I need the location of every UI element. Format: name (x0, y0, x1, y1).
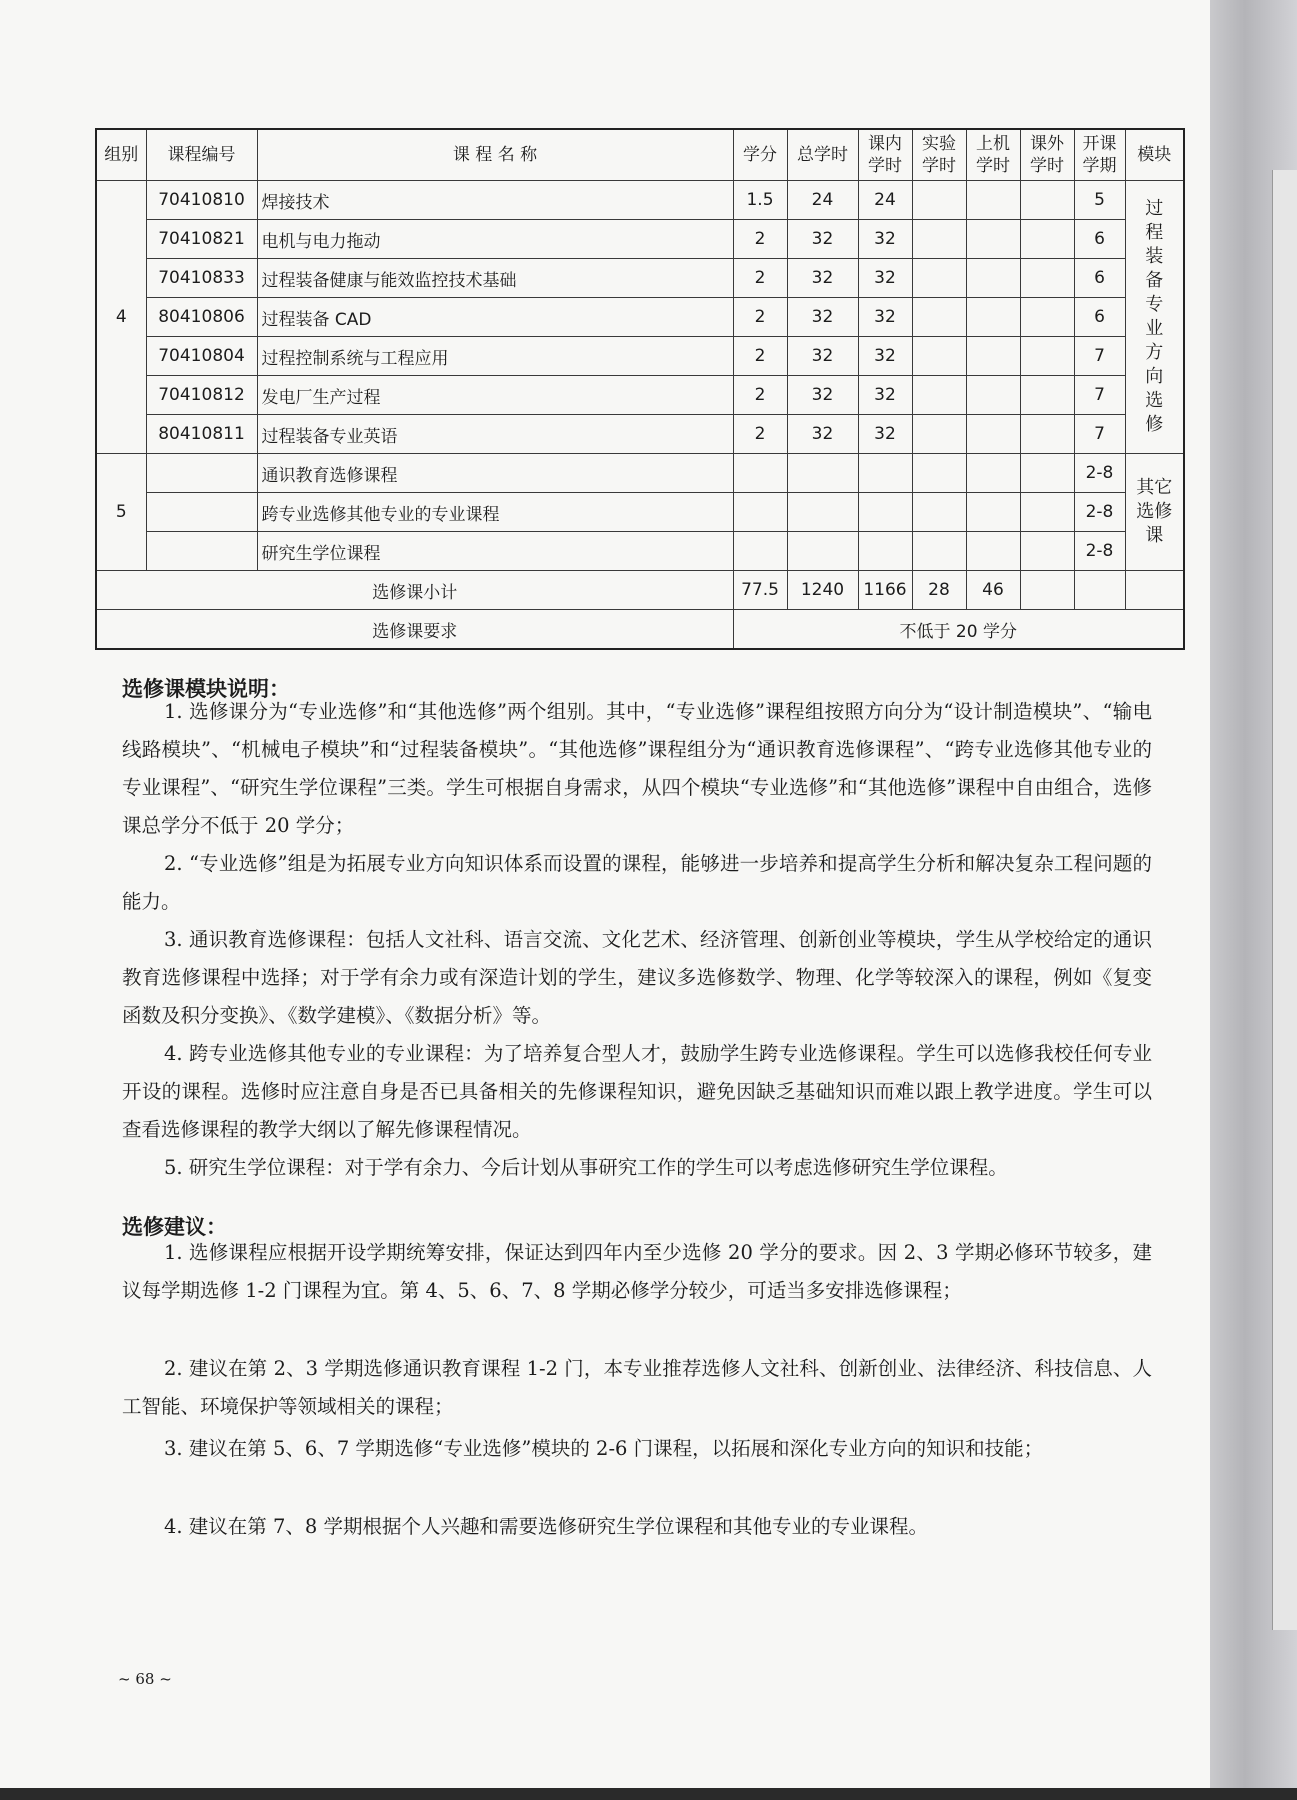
empty-cell (733, 532, 787, 571)
module-note-paragraph: 4. 跨专业选修其他专业的专业课程：为了培养复合型人才，鼓励学生跨专业选修课程。学生可以选修我校任何专业开设的课程。选修时应注意自身是否已具备相关的先修课程知识，避免因缺乏基础知识而难以跟上教学进度。学生可以查看选修课程的教学大纲以了解先修课程情况。 (122, 1042, 1152, 1141)
empty-cell (733, 454, 787, 493)
course-lab-hours (912, 337, 966, 376)
course-semester: 6 (1074, 298, 1125, 337)
table-row (96, 454, 1184, 493)
header-lab-hours: 实验学时 (912, 129, 966, 181)
course-code (146, 493, 257, 532)
course-credit: 2 (733, 298, 787, 337)
module-note-paragraph: 5. 研究生学位课程：对于学有余力、今后计划从事研究工作的学生可以考虑选修研究生学位课程。 (164, 1156, 1008, 1179)
empty-cell (787, 454, 858, 493)
course-extra-hours (1020, 220, 1074, 259)
course-total-hours: 32 (787, 220, 858, 259)
subtotal-computer-hours: 46 (966, 571, 1020, 610)
scan-bottom-edge (0, 1788, 1297, 1800)
requirement-label: 选修课要求 (96, 610, 733, 650)
table-row (96, 337, 1184, 376)
empty-cell (966, 454, 1020, 493)
course-code: 70410833 (146, 259, 257, 298)
module-text: 过程装备专业方向选修 (1145, 198, 1164, 435)
course-name: 过程装备健康与能效监控技术基础 (257, 259, 733, 298)
course-lab-hours (912, 298, 966, 337)
course-total-hours: 32 (787, 415, 858, 454)
course-code (146, 532, 257, 571)
module-label (1125, 454, 1184, 571)
course-semester: 7 (1074, 376, 1125, 415)
empty-cell (1125, 571, 1184, 610)
course-extra-hours (1020, 259, 1074, 298)
table-row (96, 181, 1184, 220)
course-extra-hours (1020, 337, 1074, 376)
course-computer-hours (966, 376, 1020, 415)
course-computer-hours (966, 259, 1020, 298)
course-name: 通识教育选修课程 (257, 454, 733, 493)
table-row (96, 415, 1184, 454)
course-computer-hours (966, 181, 1020, 220)
course-name: 发电厂生产过程 (257, 376, 733, 415)
empty-cell (1020, 571, 1074, 610)
course-lab-hours (912, 181, 966, 220)
course-credit: 2 (733, 220, 787, 259)
empty-cell (912, 532, 966, 571)
subtotal-label: 选修课小计 (96, 571, 733, 610)
course-total-hours: 24 (787, 181, 858, 220)
module-note-paragraph: 2. “专业选修”组是为拓展专业方向知识体系而设置的课程，能够进一步培养和提高学生分析和解决复杂工程问题的能力。 (122, 852, 1152, 913)
course-computer-hours (966, 415, 1020, 454)
course-name: 研究生学位课程 (257, 532, 733, 571)
course-computer-hours (966, 298, 1020, 337)
course-credit: 2 (733, 415, 787, 454)
requirement-row (96, 610, 1184, 650)
course-credit: 2 (733, 259, 787, 298)
header-in-class-hours: 课内学时 (858, 129, 912, 181)
empty-cell (966, 493, 1020, 532)
course-extra-hours (1020, 298, 1074, 337)
course-extra-hours (1020, 376, 1074, 415)
empty-cell (1020, 532, 1074, 571)
empty-cell (858, 454, 912, 493)
course-lab-hours (912, 415, 966, 454)
module-notes-heading: 选修课模块说明： (122, 677, 290, 701)
course-name: 过程控制系统与工程应用 (257, 337, 733, 376)
header-group: 组别 (96, 129, 146, 181)
header-computer-hours: 上机学时 (966, 129, 1020, 181)
course-semester: 6 (1074, 220, 1125, 259)
course-credit: 2 (733, 376, 787, 415)
empty-cell (1020, 493, 1074, 532)
header-total-hours: 总学时 (787, 129, 858, 181)
course-semester: 7 (1074, 415, 1125, 454)
course-code: 80410806 (146, 298, 257, 337)
suggestion-paragraph: 1. 选修课程应根据开设学期统筹安排，保证达到四年内至少选修 20 学分的要求。因 2、3 学期必修环节较多，建议每学期选修 1-2 门课程为宜。第 4、5、6、7、8 学期必修学分较少，可适当多安排选修课程； (122, 1241, 1152, 1302)
empty-cell (1074, 571, 1125, 610)
header-code: 课程编号 (146, 129, 257, 181)
suggestions-heading: 选修建议： (122, 1215, 227, 1239)
course-code: 70410810 (146, 181, 257, 220)
course-inclass-hours: 32 (858, 337, 912, 376)
course-semester: 2-8 (1074, 454, 1125, 493)
header-module: 模块 (1125, 129, 1184, 181)
adjacent-page-edge (1210, 0, 1297, 1800)
course-lab-hours (912, 220, 966, 259)
course-code: 70410812 (146, 376, 257, 415)
course-code (146, 454, 257, 493)
course-semester: 6 (1074, 259, 1125, 298)
subtotal-total-hours: 1240 (787, 571, 858, 610)
module-note-paragraph: 3. 通识教育选修课程：包括人文社科、语言交流、文化艺术、经济管理、创新创业等模块，学生从学校给定的通识教育选修课程中选择；对于学有余力或有深造计划的学生，建议多选修数学、物理、化学等较深入的课程，例如《复变函数及积分变换》、《数学建模》、《数据分析》等。 (122, 928, 1152, 1027)
course-inclass-hours: 32 (858, 376, 912, 415)
suggestion-paragraph: 2. 建议在第 2、3 学期选修通识教育课程 1-2 门，本专业推荐选修人文社科、创新创业、法律经济、科技信息、人工智能、环境保护等领域相关的课程； (122, 1357, 1152, 1418)
table-header-row (96, 129, 1184, 181)
module-text: 其它选修课 (1136, 477, 1173, 546)
page-number: ~ 68 ~ (118, 1670, 172, 1688)
suggestion-paragraph: 3. 建议在第 5、6、7 学期选修“专业选修”模块的 2-6 门课程，以拓展和深化专业方向的知识和技能； (164, 1437, 1044, 1460)
course-semester: 2-8 (1074, 493, 1125, 532)
table-row (96, 259, 1184, 298)
subtotal-lab-hours: 28 (912, 571, 966, 610)
course-extra-hours (1020, 415, 1074, 454)
course-credit: 1.5 (733, 181, 787, 220)
course-inclass-hours: 32 (858, 298, 912, 337)
course-code: 70410804 (146, 337, 257, 376)
course-total-hours: 32 (787, 298, 858, 337)
empty-cell (912, 454, 966, 493)
elective-course-table (95, 128, 1185, 650)
empty-cell (858, 532, 912, 571)
course-total-hours: 32 (787, 337, 858, 376)
course-name: 电机与电力拖动 (257, 220, 733, 259)
header-semester: 开课学期 (1074, 129, 1125, 181)
course-extra-hours (1020, 181, 1074, 220)
subtotal-row (96, 571, 1184, 610)
adjacent-page-strip (1272, 170, 1297, 1630)
empty-cell (787, 493, 858, 532)
group-number: 5 (96, 454, 146, 571)
course-code: 70410821 (146, 220, 257, 259)
table-row (96, 298, 1184, 337)
suggestion-paragraph: 4. 建议在第 7、8 学期根据个人兴趣和需要选修研究生学位课程和其他专业的专业课程。 (164, 1515, 929, 1538)
subtotal-inclass-hours: 1166 (858, 571, 912, 610)
table-row (96, 376, 1184, 415)
course-inclass-hours: 24 (858, 181, 912, 220)
empty-cell (733, 493, 787, 532)
course-inclass-hours: 32 (858, 415, 912, 454)
group-number: 4 (96, 181, 146, 454)
course-total-hours: 32 (787, 259, 858, 298)
header-name: 课 程 名 称 (257, 129, 733, 181)
empty-cell (912, 493, 966, 532)
table-row (96, 493, 1184, 532)
empty-cell (966, 532, 1020, 571)
course-lab-hours (912, 259, 966, 298)
empty-cell (1020, 454, 1074, 493)
table-row (96, 220, 1184, 259)
course-name: 跨专业选修其他专业的专业课程 (257, 493, 733, 532)
course-inclass-hours: 32 (858, 259, 912, 298)
course-name: 过程装备专业英语 (257, 415, 733, 454)
module-note-paragraph: 1. 选修课分为“专业选修”和“其他选修”两个组别。其中，“专业选修”课程组按照方向分为“设计制造模块”、“输电线路模块”、“机械电子模块”和“过程装备模块”。“其他选修”课程组分为“通识教育选修课程”、“跨专业选修其他专业的专业课程”、“研究生学位课程”三类。学生可根据自身需求，从四个模块“专业选修”和“其他选修”课程中自由组合，选修课总学分不低于 20 学分； (122, 700, 1152, 837)
course-semester: 7 (1074, 337, 1125, 376)
course-computer-hours (966, 337, 1020, 376)
course-total-hours: 32 (787, 376, 858, 415)
course-name: 焊接技术 (257, 181, 733, 220)
header-extra-hours: 课外学时 (1020, 129, 1074, 181)
subtotal-credit: 77.5 (733, 571, 787, 610)
course-inclass-hours: 32 (858, 220, 912, 259)
header-credit: 学分 (733, 129, 787, 181)
course-credit: 2 (733, 337, 787, 376)
course-semester: 2-8 (1074, 532, 1125, 571)
course-computer-hours (966, 220, 1020, 259)
course-code: 80410811 (146, 415, 257, 454)
requirement-value: 不低于 20 学分 (733, 610, 1184, 650)
empty-cell (787, 532, 858, 571)
table-row (96, 532, 1184, 571)
course-lab-hours (912, 376, 966, 415)
module-label (1125, 181, 1184, 454)
course-name: 过程装备 CAD (257, 298, 733, 337)
empty-cell (858, 493, 912, 532)
course-semester: 5 (1074, 181, 1125, 220)
